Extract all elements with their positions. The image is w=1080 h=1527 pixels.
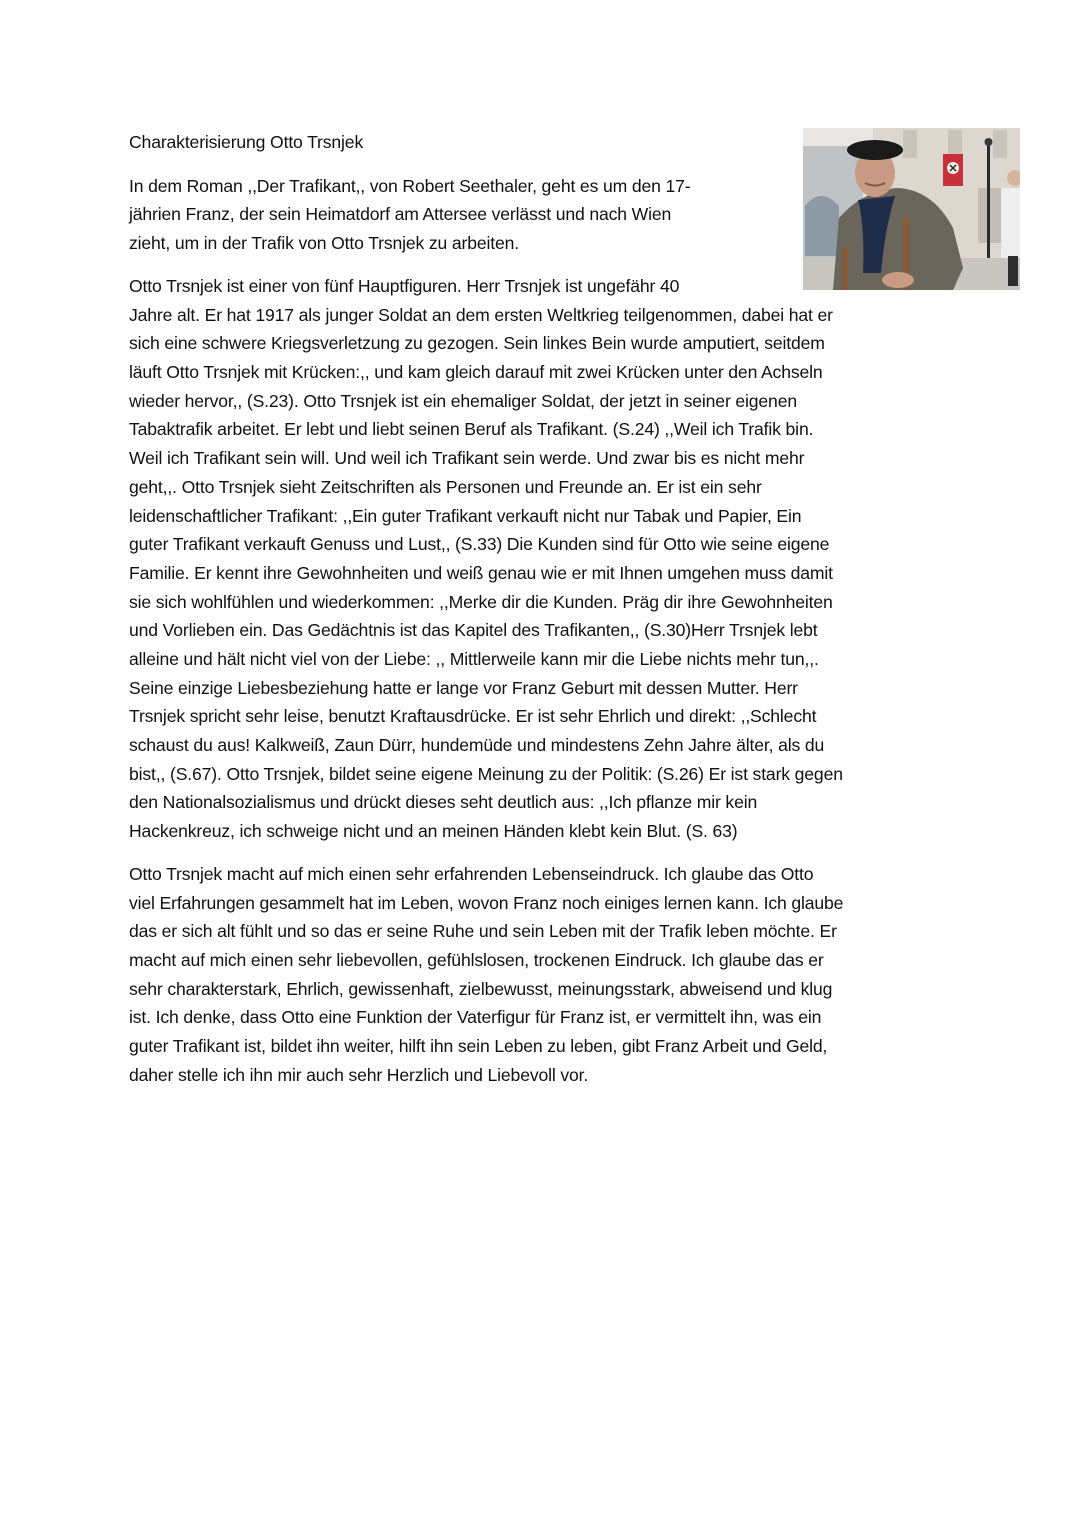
paragraph-3-line: viel Erfahrungen gesammelt hat im Leben, wovon Franz noch einiges lernen kann. Ich glaube [129,893,844,913]
paragraph-2-line: Weil ich Trafikant sein will. Und weil ich Trafikant sein werde. Und zwar bis es nicht mehr [129,448,805,468]
paragraph-2-line: sie sich wohlfühlen und wiederkommen: ,,Merke dir die Kunden. Präg dir ihre Gewohnheiten [129,592,833,612]
paragraph-2-line: schaust du aus! Kalkweiß, Zaun Dürr, hundemüde und mindestens Zehn Jahre älter, als du [129,735,825,755]
paragraph-2-line: bist,, (S.67). Otto Trsnjek, bildet seine eigene Meinung zu der Politik: (S.26) Er ist stark gegen [129,764,843,784]
paragraph-2-line: den Nationalsozialismus und drückt dieses seht deutlich aus: ,,Ich pflanze mir kein [129,792,758,812]
paragraph-3-line: daher stelle ich ihn mir auch sehr Herzlich und Liebevoll vor. [129,1065,589,1085]
paragraph-2-line: Hackenkreuz, ich schweige nicht und an meinen Händen klebt kein Blut. (S. 63) [129,821,738,841]
character-photo [803,128,1020,290]
paragraph-2-line: Tabaktrafik arbeitet. Er lebt und liebt seinen Beruf als Trafikant. (S.24) ,,Weil ich Trafik bin. [129,419,814,439]
paragraph-2-line: läuft Otto Trsnjek mit Krücken:,, und kam gleich darauf mit zwei Krücken unter den Achseln [129,362,823,382]
paragraph-2-line: wieder hervor,, (S.23). Otto Trsnjek ist ein ehemaliger Soldat, der jetzt in seiner eigenen [129,391,797,411]
paragraph-3-line: sehr charakterstark, Ehrlich, gewissenhaft, zielbewusst, meinungsstark, abweisend und klug [129,979,833,999]
document-title: Charakterisierung Otto Trsnjek [129,132,364,152]
paragraph-2-line: guter Trafikant verkauft Genuss und Lust,, (S.33) Die Kunden sind für Otto wie seine eigene [129,534,830,554]
paragraph-2-line: geht,,. Otto Trsnjek sieht Zeitschriften als Personen und Freunde an. Er ist ein sehr [129,477,762,497]
paragraph-2-line: Otto Trsnjek ist einer von fünf Hauptfiguren. Herr Trsnjek ist ungefähr 40 [129,276,680,296]
paragraph-3-line: guter Trafikant ist, bildet ihn weiter, hilft ihn sein Leben zu leben, gibt Franz Arbeit und Geld, [129,1036,828,1056]
paragraph-3-line: macht auf mich einen sehr liebevollen, gefühlslosen, trockenen Eindruck. Ich glaube das er [129,950,824,970]
paragraph-2-line: und Vorlieben ein. Das Gedächtnis ist das Kapitel des Trafikanten,, (S.30)Herr Trsnjek lebt [129,620,818,640]
paragraph-2-line: Jahre alt. Er hat 1917 als junger Soldat an dem ersten Weltkrieg teilgenommen, dabei hat er [129,305,833,325]
paragraph-2-line: sich eine schwere Kriegsverletzung zu gezogen. Sein linkes Bein wurde amputiert, seitdem [129,333,825,353]
paragraph-3-line: Otto Trsnjek macht auf mich einen sehr erfahrenden Lebenseindruck. Ich glaube das Otto [129,864,814,884]
paragraph-1-line: In dem Roman ,,Der Trafikant,, von Robert Seethaler, geht es um den 17- [129,176,691,196]
paragraph-2-line: Trsnjek spricht sehr leise, benutzt Kraftausdrücke. Er ist sehr Ehrlich und direkt: ,,Schlecht [129,706,817,726]
paragraph-2-line: Familie. Er kennt ihre Gewohnheiten und weiß genau wie er mit Ihnen umgehen muss damit [129,563,833,583]
paragraph-3-line: ist. Ich denke, dass Otto eine Funktion der Vaterfigur für Franz ist, er vermittelt ihn, was ein [129,1007,822,1027]
paragraph-2-line: alleine und hält nicht viel von der Liebe: ,, Mittlerweile kann mir die Liebe nichts mehr tun,,. [129,649,819,669]
paragraph-1-line: jährien Franz, der sein Heimatdorf am Attersee verlässt und nach Wien [129,204,672,224]
paragraph-2-line: Seine einzige Liebesbeziehung hatte er lange vor Franz Geburt mit dessen Mutter. Herr [129,678,798,698]
paragraph-2-line: leidenschaftlicher Trafikant: ,,Ein guter Trafikant verkauft nicht nur Tabak und Papier, Ein [129,506,802,526]
paragraph-1-line: zieht, um in der Trafik von Otto Trsnjek zu arbeiten. [129,233,520,253]
paragraph-3-line: das er sich alt fühlt und so das er seine Ruhe und sein Leben mit der Trafik leben möchte. Er [129,921,837,941]
